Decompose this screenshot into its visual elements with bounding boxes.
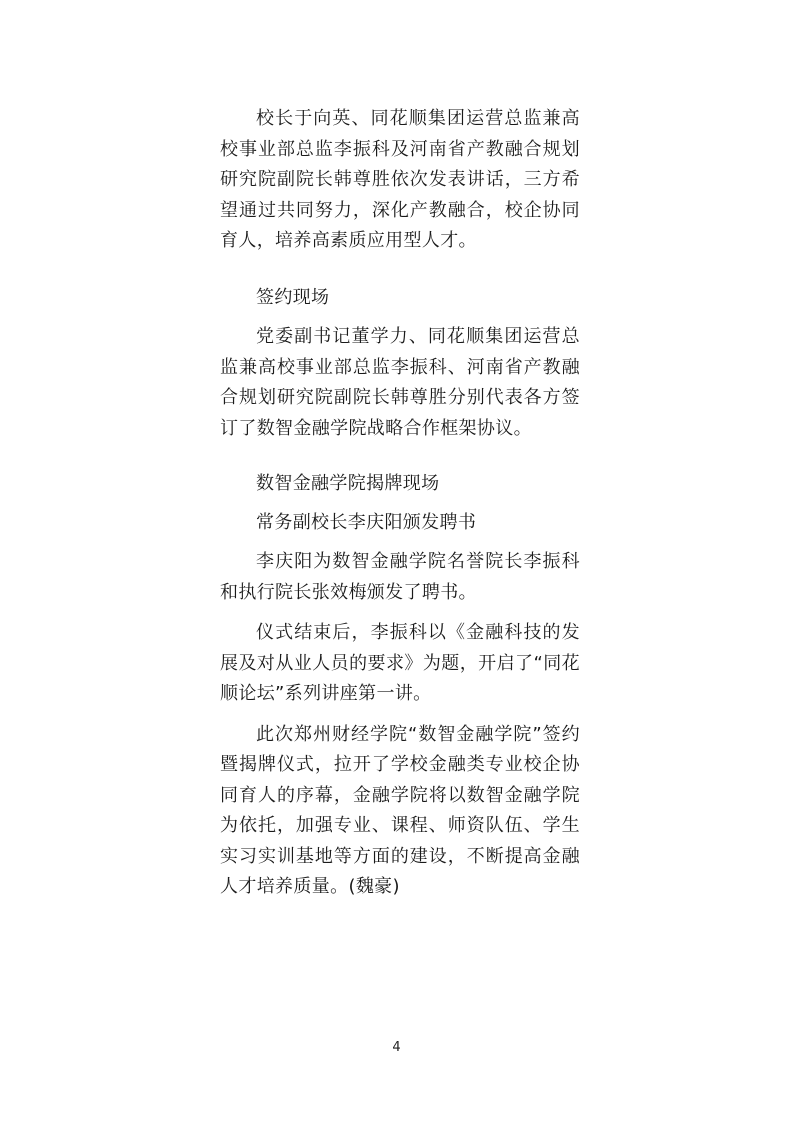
paragraph-lecture: 仪式结束后，李振科以《金融科技的发展及对从业人员的要求》为题，开启了“同花顺论坛”系列讲座第一讲。 bbox=[220, 622, 580, 704]
photo-caption-appointment: 常务副校长李庆阳颁发聘书 bbox=[256, 511, 477, 533]
paragraph-conclusion: 此次郑州财经学院“数智金融学院”签约暨揭牌仪式，拉开了学校金融类专业校企协同育人的序幕，金融学院将以数智金融学院为依托，加强专业、课程、师资队伍、学生实习实训基地等方面的建设，不断提高金融人才培养质量。(魏豪) bbox=[220, 723, 580, 897]
paragraph-signing: 党委副书记董学力、同花顺集团运营总监兼高校事业部总监李振科、河南省产教融合规划研究院副院长韩尊胜分别代表各方签订了数智金融学院战略合作框架协议。 bbox=[220, 326, 580, 439]
paragraph-speeches: 校长于向英、同花顺集团运营总监兼高校事业部总监李振科及河南省产教融合规划研究院副院长韩尊胜依次发表讲话，三方希望通过共同努力，深化产教融合，校企协同育人，培养高素质应用型人才。 bbox=[220, 108, 580, 251]
page-number: 4 bbox=[392, 1040, 401, 1055]
photo-caption-signing: 签约现场 bbox=[256, 286, 330, 308]
photo-caption-unveiling: 数智金融学院揭牌现场 bbox=[256, 473, 440, 494]
paragraph-appointment: 李庆阳为数智金融学院名誉院长李振科和执行院长张效梅颁发了聘书。 bbox=[220, 551, 580, 603]
article-body bbox=[220, 104, 580, 915]
